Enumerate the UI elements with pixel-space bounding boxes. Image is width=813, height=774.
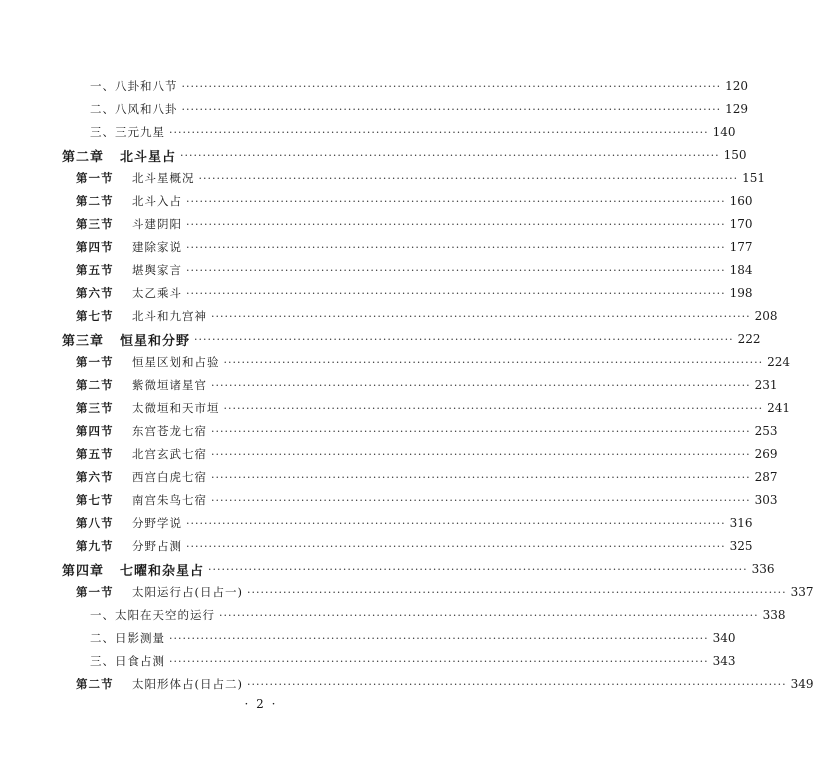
entry-title: 北斗星概况 xyxy=(132,171,195,185)
entry-number: 第一节 xyxy=(76,585,114,599)
dot-leader: ························································································································ xyxy=(169,125,709,139)
entry-title: 太乙乘斗 xyxy=(132,286,182,300)
entry-number: 第一节 xyxy=(76,171,114,185)
toc-entry-section xyxy=(0,191,753,211)
entry-number: 第八节 xyxy=(76,516,114,530)
entry-label xyxy=(76,492,207,508)
entry-page-number: 184 xyxy=(729,263,753,277)
entry-title: 堪舆家言 xyxy=(132,263,182,277)
entry-number: 第二节 xyxy=(76,677,114,691)
entry-label xyxy=(76,170,195,186)
entry-label xyxy=(76,446,207,462)
entry-label xyxy=(90,124,165,140)
dot-leader: ························································································································ xyxy=(211,309,751,323)
entry-number: 第四章 xyxy=(62,563,105,579)
entry-page-number: 303 xyxy=(754,493,778,507)
entry-page-number: 287 xyxy=(754,470,778,484)
toc-entry-section xyxy=(0,674,813,694)
dot-leader: ························································································································ xyxy=(181,102,722,116)
entry-label xyxy=(76,538,182,554)
toc-entry-section xyxy=(0,421,778,441)
toc-entry-section xyxy=(0,168,765,188)
dot-leader: ························································································································ xyxy=(211,424,751,438)
entry-title: 北斗星占 xyxy=(120,149,177,165)
entry-page-number: 269 xyxy=(754,447,778,461)
entry-page-number: 325 xyxy=(729,539,753,553)
toc-entry-sub xyxy=(0,122,736,142)
entry-number: 第七节 xyxy=(76,493,114,507)
entry-label xyxy=(62,330,190,349)
entry-title: 二、日影测量 xyxy=(90,631,165,645)
entry-number: 第二章 xyxy=(62,149,105,165)
entry-number: 第三节 xyxy=(76,217,114,231)
entry-label xyxy=(76,262,182,278)
entry-page-number: 338 xyxy=(762,608,786,622)
entry-label xyxy=(76,584,243,600)
entry-title: 西宫白虎七宿 xyxy=(132,470,207,484)
entry-page-number: 316 xyxy=(729,516,753,530)
dot-leader: ························································································································ xyxy=(246,585,787,599)
entry-label xyxy=(62,146,176,165)
dot-leader: ························································································································ xyxy=(169,631,709,645)
entry-title: 东宫苍龙七宿 xyxy=(132,424,207,438)
entry-number: 第三节 xyxy=(76,401,114,415)
entry-page-number: 198 xyxy=(729,286,753,300)
entry-label xyxy=(62,560,204,579)
entry-title: 建除家说 xyxy=(132,240,182,254)
entry-label xyxy=(76,400,220,416)
toc-entry-section xyxy=(0,375,778,395)
toc-entry-section xyxy=(0,260,753,280)
dot-leader: ························································································································ xyxy=(211,447,751,461)
entry-page-number: 170 xyxy=(729,217,753,231)
toc-entry-section xyxy=(0,467,778,487)
dot-leader: ························································································································ xyxy=(223,401,764,415)
entry-label xyxy=(76,308,207,324)
entry-page-number: 150 xyxy=(723,148,747,162)
entry-page-number: 120 xyxy=(725,79,748,93)
toc-entry-sub xyxy=(0,76,748,96)
entry-number: 第四节 xyxy=(76,424,114,438)
toc-entry-sub xyxy=(0,99,748,119)
entry-page-number: 343 xyxy=(712,654,736,668)
entry-page-number: 208 xyxy=(754,309,778,323)
entry-page-number: 349 xyxy=(790,677,813,691)
entry-title: 太阳运行占(日占一) xyxy=(132,585,243,599)
entry-page-number: 336 xyxy=(751,562,775,576)
dot-leader: ························································································································ xyxy=(186,240,726,254)
entry-title: 分野学说 xyxy=(132,516,182,530)
entry-label xyxy=(90,607,215,623)
dot-leader: ························································································································ xyxy=(211,378,751,392)
entry-title: 恒星和分野 xyxy=(120,333,191,349)
entry-number: 第二节 xyxy=(76,194,114,208)
entry-title: 北斗入占 xyxy=(132,194,182,208)
toc-entry-section xyxy=(0,490,778,510)
dot-leader: ························································································································ xyxy=(208,562,748,576)
toc-entry-section xyxy=(0,444,778,464)
entry-page-number: 140 xyxy=(712,125,736,139)
dot-leader: ························································································································ xyxy=(219,608,759,622)
entry-page-number: 253 xyxy=(754,424,778,438)
entry-number: 第九节 xyxy=(76,539,114,553)
dot-leader: ························································································································ xyxy=(223,355,764,369)
entry-page-number: 151 xyxy=(742,171,765,185)
toc-entry-section xyxy=(0,513,753,533)
toc-entry-chapter xyxy=(0,145,747,165)
dot-leader: ························································································································ xyxy=(198,171,739,185)
entry-label xyxy=(76,469,207,485)
entry-number: 第一节 xyxy=(76,355,114,369)
toc-entry-section xyxy=(0,352,790,372)
entry-number: 第五节 xyxy=(76,263,114,277)
entry-label xyxy=(90,653,165,669)
entry-number: 第六节 xyxy=(76,286,114,300)
entry-title: 三、三元九星 xyxy=(90,125,165,139)
toc-entry-section xyxy=(0,306,778,326)
entry-number: 第五节 xyxy=(76,447,114,461)
toc-entry-chapter xyxy=(0,329,761,349)
entry-label xyxy=(76,354,220,370)
dot-leader: ························································································································ xyxy=(186,194,726,208)
dot-leader: ························································································································ xyxy=(246,677,787,691)
dot-leader: ························································································································ xyxy=(180,148,720,162)
entry-page-number: 177 xyxy=(729,240,753,254)
entry-label xyxy=(90,101,178,117)
entry-title: 南宫朱鸟七宿 xyxy=(132,493,207,507)
entry-label xyxy=(76,515,182,531)
dot-leader: ························································································································ xyxy=(186,539,726,553)
entry-page-number: 337 xyxy=(790,585,813,599)
entry-label xyxy=(76,239,182,255)
toc-entry-section xyxy=(0,214,753,234)
toc-entry-sub xyxy=(0,651,736,671)
entry-title: 三、日食占测 xyxy=(90,654,165,668)
entry-label xyxy=(90,630,165,646)
entry-number: 第二节 xyxy=(76,378,114,392)
entry-title: 北宫玄武七宿 xyxy=(132,447,207,461)
dot-leader: ························································································································ xyxy=(186,516,726,530)
entry-title: 恒星区划和占验 xyxy=(132,355,220,369)
dot-leader: ························································································································ xyxy=(186,217,726,231)
toc-entry-sub xyxy=(0,605,786,625)
entry-number: 第七节 xyxy=(76,309,114,323)
toc-entry-section xyxy=(0,582,813,602)
entry-title: 太阳形体占(日占二) xyxy=(132,677,243,691)
entry-title: 七曜和杂星占 xyxy=(120,563,205,579)
toc-entry-chapter xyxy=(0,559,775,579)
dot-leader: ························································································································ xyxy=(211,470,751,484)
entry-page-number: 340 xyxy=(712,631,736,645)
entry-label xyxy=(76,676,243,692)
entry-number: 第三章 xyxy=(62,333,105,349)
entry-title: 北斗和九宫神 xyxy=(132,309,207,323)
entry-label xyxy=(76,285,182,301)
entry-number: 第四节 xyxy=(76,240,114,254)
entry-title: 紫微垣诸星官 xyxy=(132,378,207,392)
entry-label xyxy=(76,377,207,393)
dot-leader: ························································································································ xyxy=(186,286,726,300)
entry-title: 一、太阳在天空的运行 xyxy=(90,608,215,622)
entry-page-number: 129 xyxy=(725,102,748,116)
entry-title: 一、八卦和八节 xyxy=(90,79,178,93)
entry-label xyxy=(76,216,182,232)
toc-entry-section xyxy=(0,398,790,418)
entry-page-number: 222 xyxy=(737,332,761,346)
dot-leader: ························································································································ xyxy=(169,654,709,668)
toc-entry-sub xyxy=(0,628,736,648)
entry-title: 分野占测 xyxy=(132,539,182,553)
toc-entry-section xyxy=(0,536,753,556)
page-number-footer: · 2 · xyxy=(244,697,278,711)
entry-page-number: 160 xyxy=(729,194,753,208)
entry-page-number: 241 xyxy=(767,401,790,415)
toc-entry-section xyxy=(0,283,753,303)
dot-leader: ························································································································ xyxy=(194,332,734,346)
dot-leader: ························································································································ xyxy=(211,493,751,507)
entry-page-number: 231 xyxy=(754,378,778,392)
entry-number: 第六节 xyxy=(76,470,114,484)
dot-leader: ························································································································ xyxy=(186,263,726,277)
entry-title: 斗建阴阳 xyxy=(132,217,182,231)
entry-title: 二、八风和八卦 xyxy=(90,102,178,116)
entry-label xyxy=(76,423,207,439)
entry-label xyxy=(76,193,182,209)
entry-label xyxy=(90,78,178,94)
dot-leader: ························································································································ xyxy=(181,79,722,93)
toc-entry-section xyxy=(0,237,753,257)
entry-page-number: 224 xyxy=(767,355,790,369)
entry-title: 太微垣和天市垣 xyxy=(132,401,220,415)
